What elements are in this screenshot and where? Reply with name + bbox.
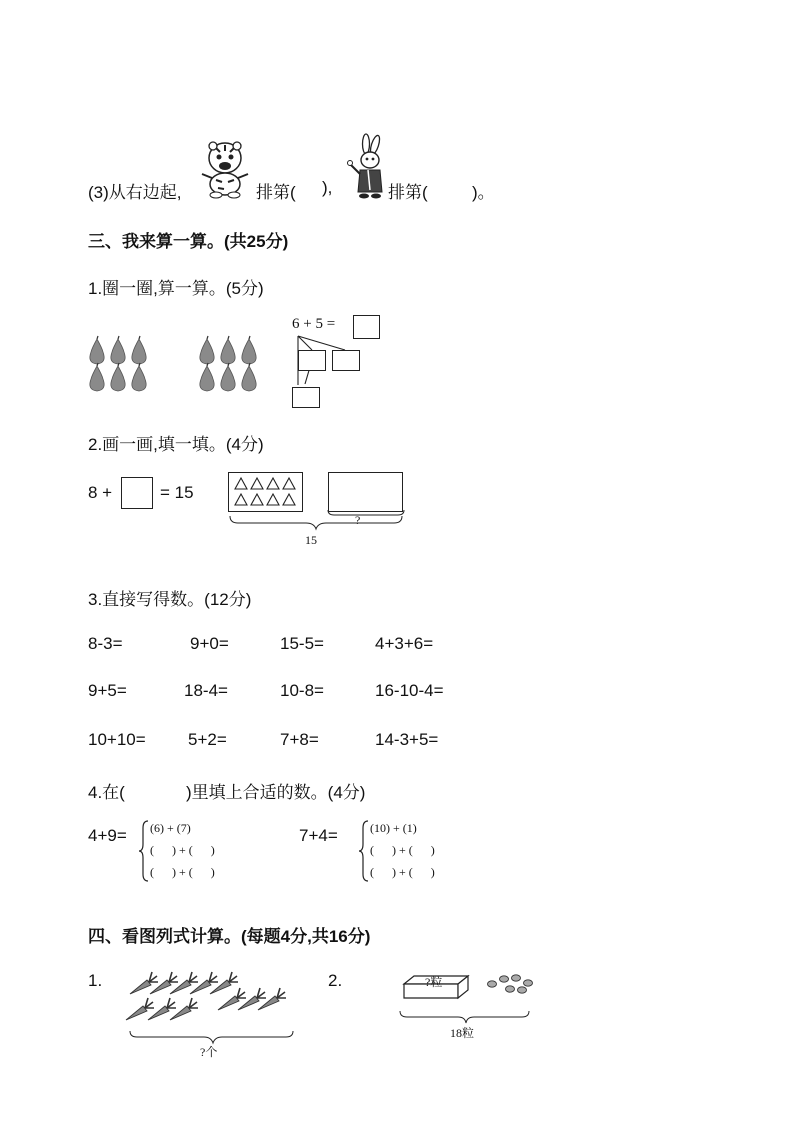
left-row-1[interactable]: ( ) + ( ) — [150, 843, 215, 857]
calc-r2-c3: 14-3+5= — [375, 730, 439, 749]
p1-title: 1.圈一圈,算一算。(5分) — [88, 279, 264, 298]
calc-r2-c0: 10+10= — [88, 730, 146, 749]
pear-group-right — [196, 336, 266, 392]
seed-icon — [518, 987, 527, 993]
brace-seeds — [398, 1010, 538, 1024]
right-row-1[interactable]: ( ) + ( ) — [370, 843, 435, 857]
pear-icon — [90, 363, 104, 391]
triangle-icon — [251, 494, 263, 505]
calc-r2-c2: 7+8= — [280, 730, 319, 749]
triangle-icon — [267, 478, 279, 489]
right-row-2[interactable]: ( ) + ( ) — [370, 865, 435, 879]
calc-r1-c2: 10-8= — [280, 681, 324, 700]
carrot-icon — [210, 972, 238, 994]
q1-label: ?个 — [200, 1045, 218, 1059]
left-curly-brace — [139, 820, 149, 882]
brace-total-label: 15 — [305, 533, 317, 547]
p3-title: 3.直接写得数。(12分) — [88, 590, 252, 609]
fill-box[interactable] — [121, 477, 153, 509]
pear-icon — [132, 336, 146, 364]
carrot-group — [124, 970, 294, 1030]
calc-r0-c0: 8-3= — [88, 634, 123, 653]
rank-close-2: )。 — [472, 183, 495, 202]
split-box-left[interactable] — [298, 350, 326, 371]
rank-label-2: 排第( — [388, 183, 428, 202]
q3-prefix: (3)从右边起, — [88, 183, 182, 202]
left-row-0: (6) + (7) — [150, 821, 191, 835]
section3-heading: 三、我来算一算。(共25分) — [88, 232, 289, 251]
pear-icon — [242, 363, 256, 391]
drawing-box[interactable] — [328, 472, 403, 512]
q2-box-label: ?粒 — [425, 975, 443, 989]
left-split-eq: 4+9= — [88, 826, 127, 845]
p2-eq-left: 8 + — [88, 483, 113, 502]
triangle-icon — [283, 494, 295, 505]
q2-label: 18粒 — [450, 1026, 475, 1040]
pear-icon — [132, 363, 146, 391]
seed-icon — [524, 980, 533, 986]
calc-r0-c3: 4+3+6= — [375, 634, 434, 653]
split-box-right[interactable] — [332, 350, 360, 371]
section4-heading: 四、看图列式计算。(每题4分,共16分) — [88, 927, 371, 946]
pear-icon — [111, 363, 125, 391]
pear-icon — [242, 336, 256, 364]
pear-icon — [111, 336, 125, 364]
rabbit-icon — [346, 134, 390, 200]
triangle-icon — [235, 478, 247, 489]
p2-title: 2.画一画,填一填。(4分) — [88, 435, 264, 454]
q1-number: 1. — [88, 971, 103, 990]
calc-r1-c3: 16-10-4= — [375, 681, 444, 700]
result-box[interactable] — [292, 387, 320, 408]
pear-icon — [221, 336, 235, 364]
triangle-icon — [251, 478, 263, 489]
rank-label-1: 排第( — [256, 183, 296, 202]
carrot-icon — [126, 998, 154, 1020]
p4-title-a: 4.在( — [88, 783, 125, 802]
brace-carrots — [128, 1030, 298, 1044]
pear-icon — [221, 363, 235, 391]
pear-icon — [200, 363, 214, 391]
calc-r1-c1: 18-4= — [184, 681, 228, 700]
rank-close-1: ), — [322, 178, 333, 197]
triangle-icon — [267, 494, 279, 505]
p1-equation: 6 + 5 = — [292, 316, 336, 332]
brace-question-label: ? — [355, 513, 361, 527]
triangle-box — [228, 472, 303, 512]
right-split-eq: 7+4= — [299, 826, 338, 845]
pear-group-left — [86, 336, 156, 392]
left-row-2[interactable]: ( ) + ( ) — [150, 865, 215, 879]
pear-icon — [90, 336, 104, 364]
tiger-icon — [196, 138, 254, 198]
seed-icon — [488, 981, 497, 987]
pear-icon — [200, 336, 214, 364]
seed-icon — [506, 986, 515, 992]
seed-icon — [512, 975, 521, 981]
right-curly-brace — [359, 820, 369, 882]
calc-r2-c1: 5+2= — [188, 730, 227, 749]
seed-group — [486, 974, 540, 998]
triangle-icon — [283, 478, 295, 489]
triangle-group — [229, 473, 302, 511]
carrot-icon — [258, 988, 286, 1010]
carrot-icon — [170, 998, 198, 1020]
triangle-icon — [235, 494, 247, 505]
p4-title-b: )里填上合适的数。(4分) — [186, 783, 366, 802]
calc-r1-c0: 9+5= — [88, 681, 127, 700]
calc-r0-c2: 15-5= — [280, 634, 324, 653]
carrot-icon — [148, 998, 176, 1020]
seed-icon — [500, 976, 509, 982]
calc-r0-c1: 9+0= — [190, 634, 229, 653]
q2-number: 2. — [328, 971, 343, 990]
p2-eq-right: = 15 — [160, 483, 194, 502]
brace-question — [328, 510, 404, 518]
right-row-0: (10) + (1) — [370, 821, 417, 835]
